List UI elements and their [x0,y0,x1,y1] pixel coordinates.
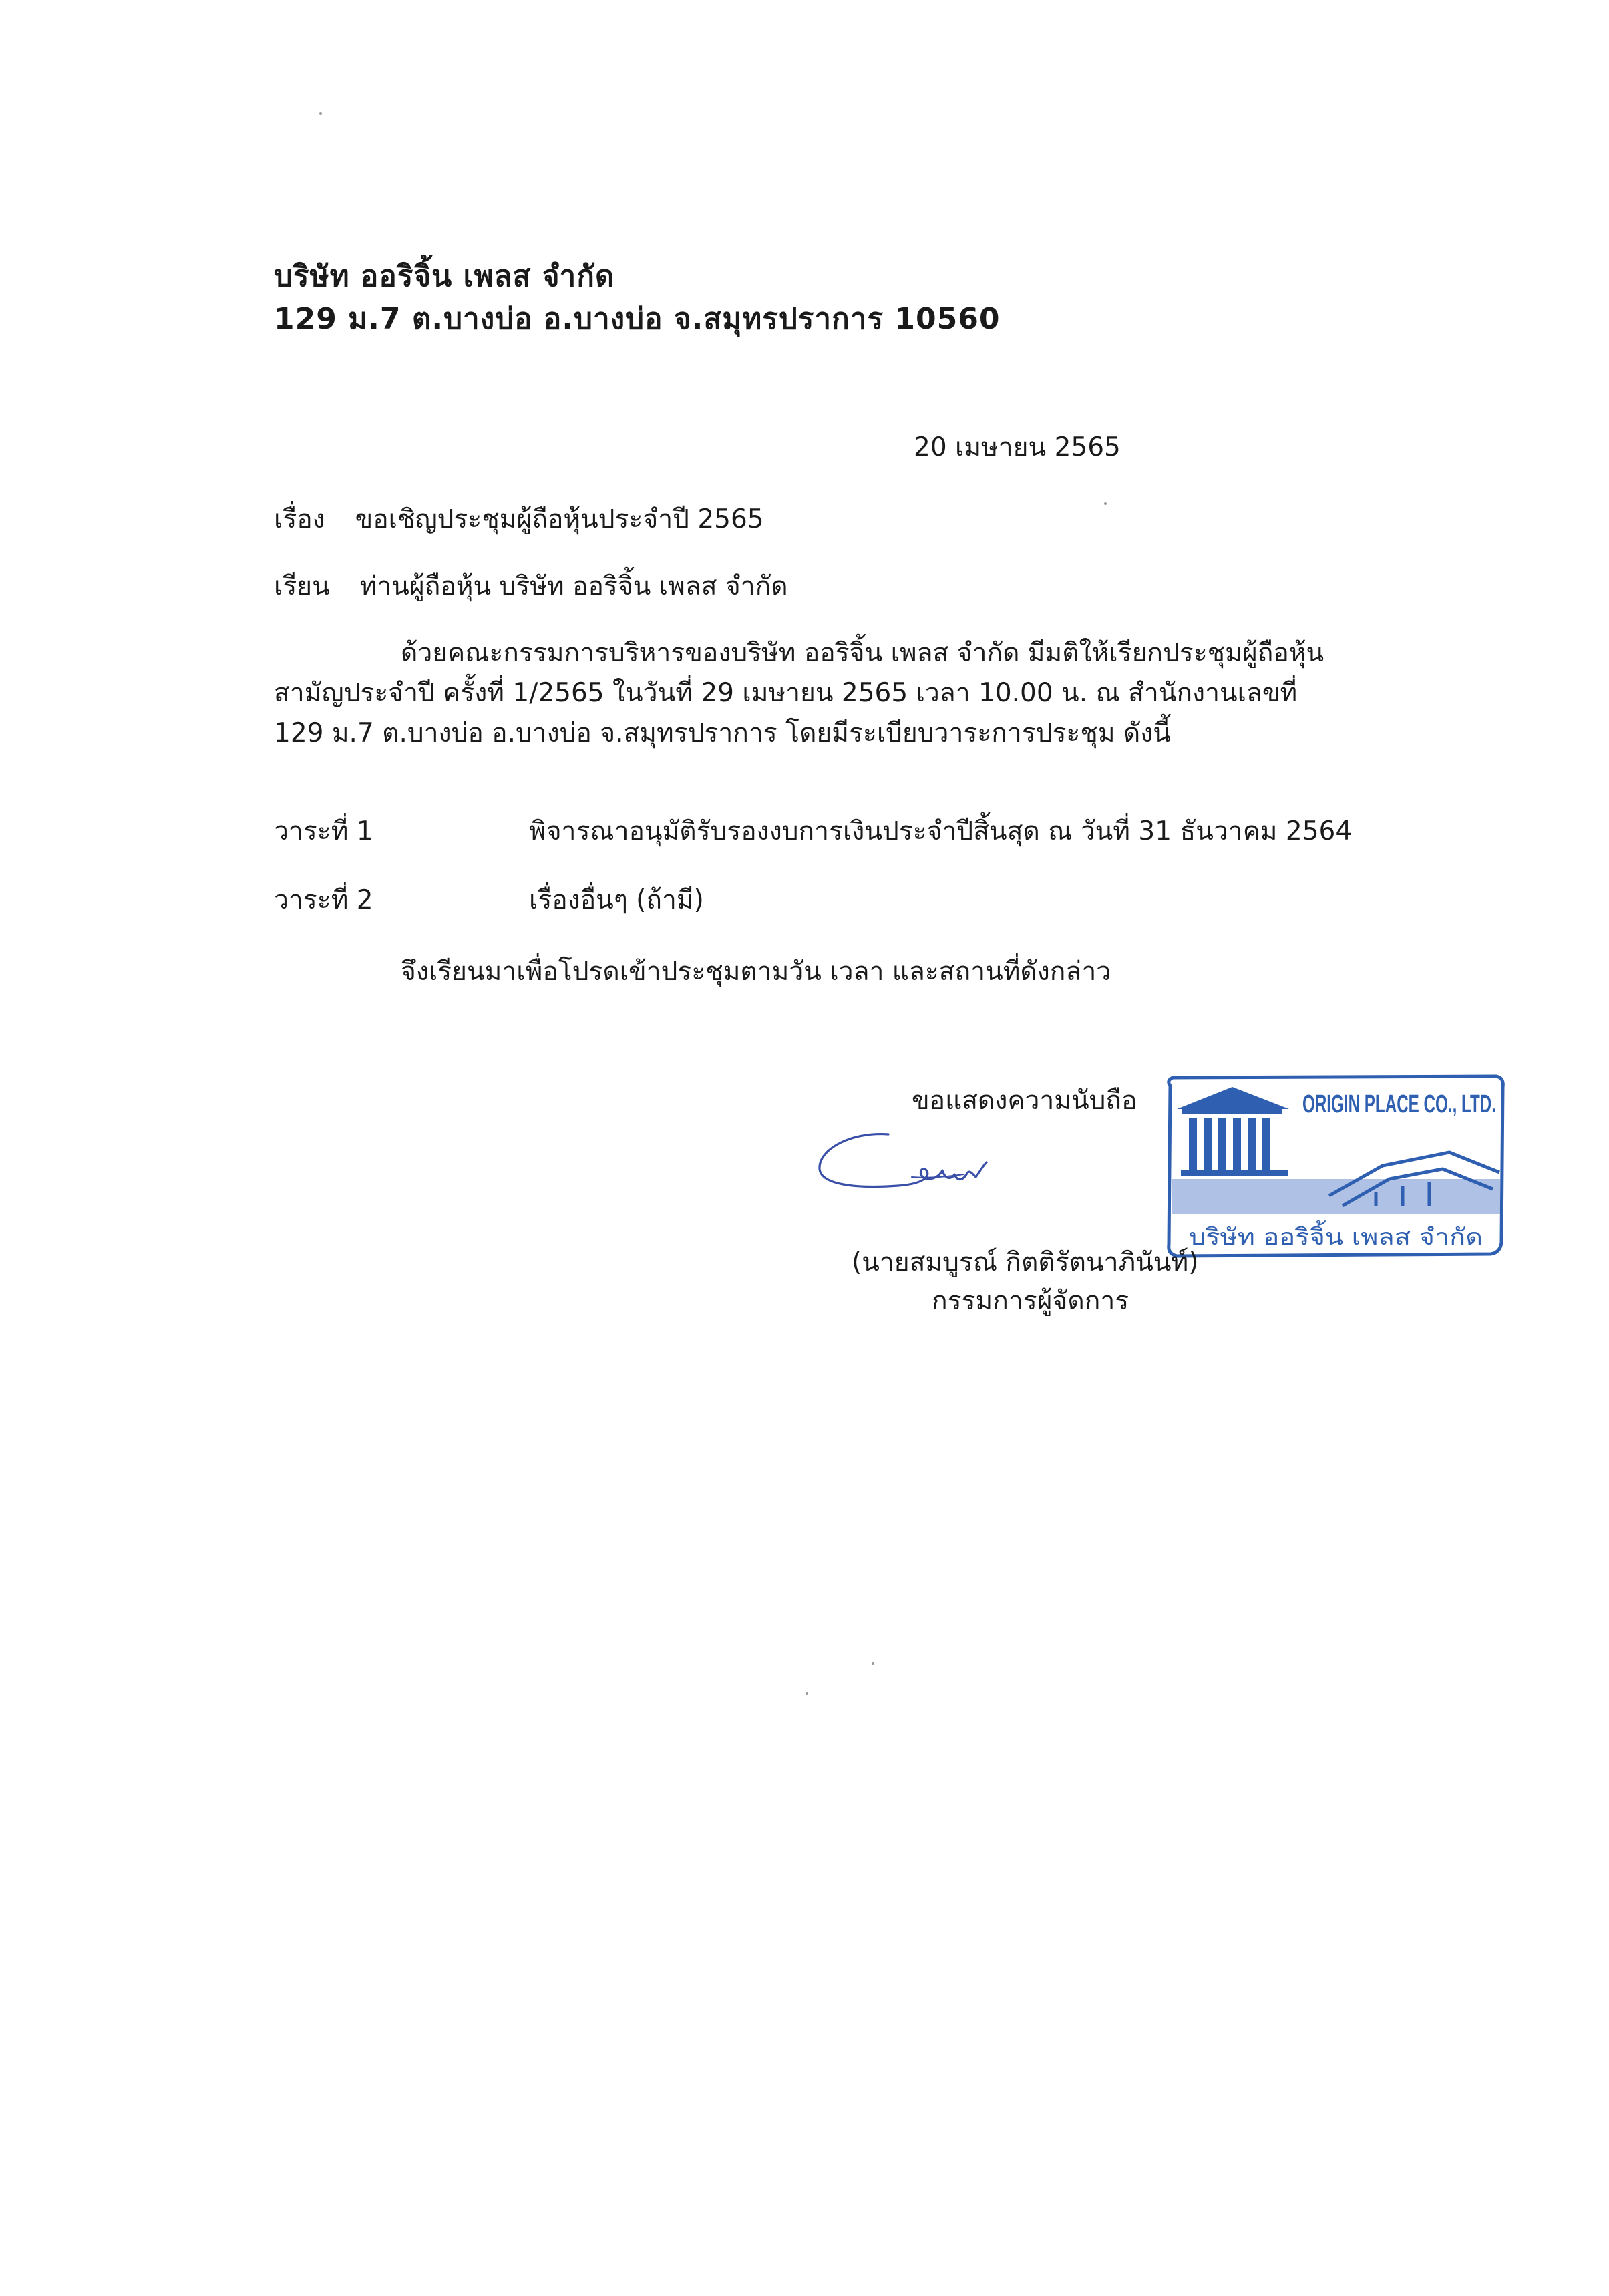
agenda-1-label: วาระที่ 1 [274,816,373,846]
scan-speck [872,1662,874,1665]
agenda-1-text: พิจารณาอนุมัติรับรองงบการเงินประจำปีสิ้นสุด ณ วันที่ 31 ธันวาคม 2564 [529,816,1353,846]
body-line-1: ด้วยคณะกรรมการบริหารของบริษัท ออริจิ้น เพลส จำกัด มีมติให้เรียกประชุมผู้ถือหุ้น [401,638,1324,668]
letter-date: 20 เมษายน 2565 [914,432,1121,462]
sign-off: ขอแสดงความนับถือ [912,1086,1137,1116]
subject-text: ขอเชิญประชุมผู้ถือหุ้นประจำปี 2565 [355,504,764,534]
subject-label: เรื่อง [274,504,325,534]
agenda-2-text: เรื่องอื่นๆ (ถ้ามี) [529,885,704,915]
scan-speck [319,112,322,115]
scan-speck [806,1692,808,1695]
company-address: 129 ม.7 ต.บางบ่อ อ.บางบ่อ จ.สมุทรปราการ 10560 [274,302,1001,336]
recipient-label: เรียน [274,571,330,601]
signer-title: กรรมการผู้จัดการ [932,1286,1129,1316]
signer-name: (นายสมบูรณ์ กิตติรัตนาภินันท์) [852,1247,1199,1277]
body-line-3: 129 ม.7 ต.บางบ่อ อ.บางบ่อ จ.สมุทรปราการ โดยมีระเบียบวาระการประชุม ดังนี้ [274,718,1171,748]
company-name: บริษัท ออริจิ้น เพลส จำกัด [274,259,615,293]
agenda-2-label: วาระที่ 2 [274,885,373,915]
company-stamp [1162,1072,1509,1263]
handwritten-signature [812,1122,1039,1216]
stamp-top-text: ORIGIN PLACE CO., LTD. [1302,1090,1496,1118]
subject-line [274,500,764,540]
recipient-line [274,566,788,607]
recipient-text: ท่านผู้ถือหุ้น บริษัท ออริจิ้น เพลส จำกัด [359,571,788,601]
closing-sentence: จึงเรียนมาเพื่อโปรดเข้าประชุมตามวัน เวลา และสถานที่ดังกล่าว [401,957,1111,987]
stamp-bottom-text: บริษัท ออริจิ้น เพลส จำกัด [1189,1224,1441,1251]
scan-speck [1104,502,1107,505]
body-line-2: สามัญประจำปี ครั้งที่ 1/2565 ในวันที่ 29 เมษายน 2565 เวลา 10.00 น. ณ สำนักงานเลขที่ [274,678,1298,708]
